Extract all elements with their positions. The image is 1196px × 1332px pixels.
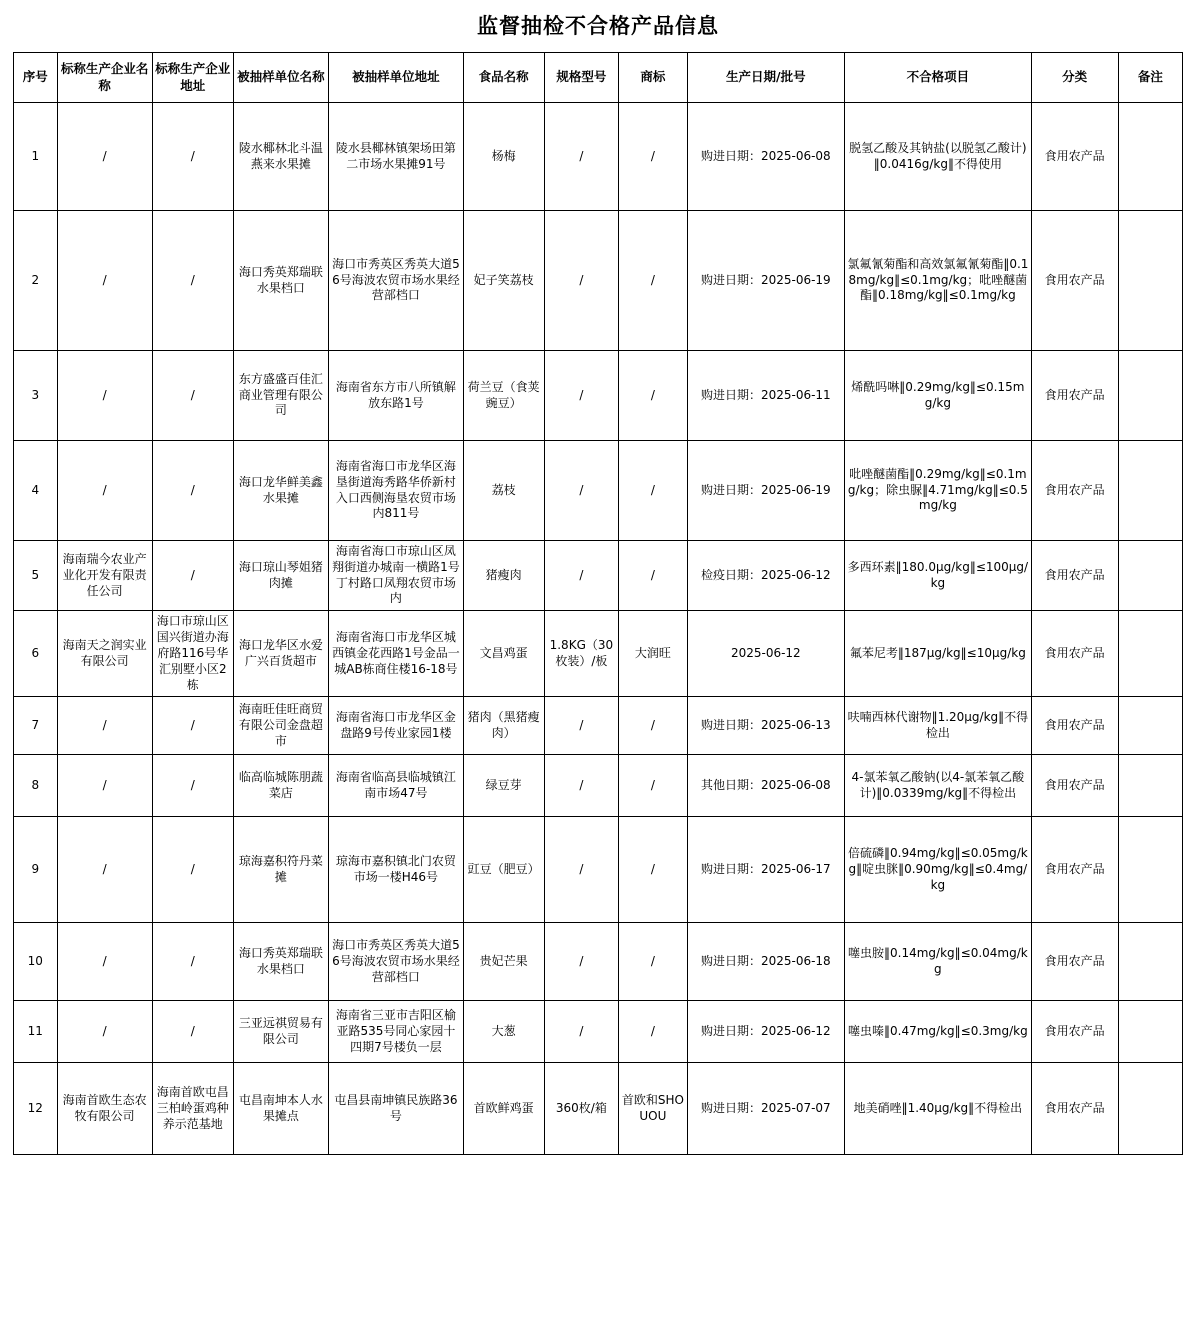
cell-food-name: 猪肉（黑猪瘦肉） <box>463 697 544 755</box>
cell-category: 食用农产品 <box>1031 697 1118 755</box>
cell-brand: / <box>619 351 687 441</box>
column-header-sampled-unit-name: 被抽样单位名称 <box>233 53 328 103</box>
cell-producer-name: / <box>57 755 152 817</box>
cell-failed-item: 吡唑醚菌酯‖0.29mg/kg‖≤0.1mg/kg；除虫脲‖4.71mg/kg‖≤0.5mg/kg <box>845 441 1032 541</box>
cell-index: 8 <box>14 755 58 817</box>
cell-production-date: 购进日期：2025-06-12 <box>687 1001 845 1063</box>
cell-remark <box>1118 1063 1182 1155</box>
cell-producer-name: 海南瑞今农业产业化开发有限责任公司 <box>57 541 152 611</box>
cell-spec: / <box>544 211 619 351</box>
cell-producer-name: / <box>57 211 152 351</box>
column-header-brand: 商标 <box>619 53 687 103</box>
cell-category: 食用农产品 <box>1031 541 1118 611</box>
column-header-spec: 规格型号 <box>544 53 619 103</box>
cell-index: 11 <box>14 1001 58 1063</box>
cell-sampled-unit-name: 琼海嘉积符丹菜摊 <box>233 817 328 923</box>
cell-failed-item: 脱氢乙酸及其钠盐(以脱氢乙酸计)‖0.0416g/kg‖不得使用 <box>845 103 1032 211</box>
cell-producer-address: / <box>152 1001 233 1063</box>
cell-producer-name: / <box>57 817 152 923</box>
cell-sampled-unit-name: 海南旺佳旺商贸有限公司金盘超市 <box>233 697 328 755</box>
cell-producer-address: / <box>152 211 233 351</box>
column-header-category: 分类 <box>1031 53 1118 103</box>
cell-production-date: 购进日期：2025-06-17 <box>687 817 845 923</box>
cell-sampled-unit-address: 琼海市嘉积镇北门农贸市场一楼H46号 <box>329 817 464 923</box>
cell-production-date: 购进日期：2025-06-13 <box>687 697 845 755</box>
cell-sampled-unit-name: 东方盛盛百佳汇商业管理有限公司 <box>233 351 328 441</box>
cell-index: 9 <box>14 817 58 923</box>
cell-sampled-unit-name: 海口秀英郑瑞联水果档口 <box>233 211 328 351</box>
cell-failed-item: 烯酰吗啉‖0.29mg/kg‖≤0.15mg/kg <box>845 351 1032 441</box>
cell-category: 食用农产品 <box>1031 817 1118 923</box>
cell-remark <box>1118 755 1182 817</box>
cell-failed-item: 氯氟氰菊酯和高效氯氟氰菊酯‖0.18mg/kg‖≤0.1mg/kg；吡唑醚菌酯‖0.18mg/kg‖≤0.1mg/kg <box>845 211 1032 351</box>
column-header-failed-item: 不合格项目 <box>845 53 1032 103</box>
cell-food-name: 贵妃芒果 <box>463 923 544 1001</box>
table-row <box>14 611 1183 697</box>
cell-category: 食用农产品 <box>1031 211 1118 351</box>
cell-sampled-unit-name: 海口秀英郑瑞联水果档口 <box>233 923 328 1001</box>
table-row <box>14 697 1183 755</box>
cell-sampled-unit-address: 屯昌县南坤镇民族路36号 <box>329 1063 464 1155</box>
column-header-producer-name: 标称生产企业名称 <box>57 53 152 103</box>
cell-production-date: 其他日期：2025-06-08 <box>687 755 845 817</box>
cell-producer-address: / <box>152 103 233 211</box>
cell-sampled-unit-address: 海南省海口市龙华区海垦街道海秀路华侨新村入口西侧海垦农贸市场内811号 <box>329 441 464 541</box>
cell-category: 食用农产品 <box>1031 351 1118 441</box>
cell-producer-address: 海南首欧屯昌三柏岭蛋鸡种养示范基地 <box>152 1063 233 1155</box>
cell-producer-address: / <box>152 351 233 441</box>
cell-index: 12 <box>14 1063 58 1155</box>
cell-sampled-unit-name: 临高临城陈朋蔬菜店 <box>233 755 328 817</box>
cell-remark <box>1118 611 1182 697</box>
cell-producer-address: / <box>152 755 233 817</box>
column-header-production-date: 生产日期/批号 <box>687 53 845 103</box>
cell-index: 7 <box>14 697 58 755</box>
cell-food-name: 绿豆芽 <box>463 755 544 817</box>
cell-brand: / <box>619 541 687 611</box>
table-row <box>14 211 1183 351</box>
cell-producer-address: / <box>152 697 233 755</box>
cell-category: 食用农产品 <box>1031 1063 1118 1155</box>
cell-food-name: 杨梅 <box>463 103 544 211</box>
cell-index: 1 <box>14 103 58 211</box>
cell-spec: / <box>544 817 619 923</box>
table-header-row <box>14 53 1183 103</box>
cell-sampled-unit-address: 海南省临高县临城镇江南市场47号 <box>329 755 464 817</box>
cell-brand: / <box>619 697 687 755</box>
cell-spec: / <box>544 541 619 611</box>
cell-remark <box>1118 541 1182 611</box>
cell-remark <box>1118 211 1182 351</box>
cell-brand: 大润旺 <box>619 611 687 697</box>
cell-index: 6 <box>14 611 58 697</box>
cell-production-date: 检疫日期：2025-06-12 <box>687 541 845 611</box>
cell-index: 10 <box>14 923 58 1001</box>
cell-brand: / <box>619 103 687 211</box>
cell-food-name: 荷兰豆（食荚豌豆） <box>463 351 544 441</box>
cell-food-name: 大葱 <box>463 1001 544 1063</box>
cell-category: 食用农产品 <box>1031 923 1118 1001</box>
cell-brand: / <box>619 923 687 1001</box>
inspection-results-table <box>13 52 1183 1155</box>
cell-producer-name: 海南天之润实业有限公司 <box>57 611 152 697</box>
cell-sampled-unit-address: 海口市秀英区秀英大道56号海波农贸市场水果经营部档口 <box>329 211 464 351</box>
cell-remark <box>1118 1001 1182 1063</box>
cell-producer-address: / <box>152 817 233 923</box>
cell-spec: 360枚/箱 <box>544 1063 619 1155</box>
cell-spec: / <box>544 351 619 441</box>
cell-sampled-unit-address: 陵水县椰林镇架场田第二市场水果摊91号 <box>329 103 464 211</box>
cell-index: 5 <box>14 541 58 611</box>
table-row <box>14 103 1183 211</box>
table-row <box>14 817 1183 923</box>
cell-food-name: 文昌鸡蛋 <box>463 611 544 697</box>
cell-food-name: 荔枝 <box>463 441 544 541</box>
table-row <box>14 1001 1183 1063</box>
cell-failed-item: 4-氯苯氧乙酸钠(以4-氯苯氧乙酸计)‖0.0339mg/kg‖不得检出 <box>845 755 1032 817</box>
cell-category: 食用农产品 <box>1031 611 1118 697</box>
cell-producer-name: / <box>57 1001 152 1063</box>
cell-category: 食用农产品 <box>1031 1001 1118 1063</box>
cell-food-name: 妃子笑荔枝 <box>463 211 544 351</box>
table-row <box>14 923 1183 1001</box>
cell-producer-name: / <box>57 441 152 541</box>
cell-failed-item: 倍硫磷‖0.94mg/kg‖≤0.05mg/kg‖啶虫脒‖0.90mg/kg‖≤0.4mg/kg <box>845 817 1032 923</box>
table-row <box>14 441 1183 541</box>
cell-brand: / <box>619 441 687 541</box>
cell-sampled-unit-address: 海南省三亚市吉阳区榆亚路535号同心家园十四期7号楼负一层 <box>329 1001 464 1063</box>
cell-production-date: 2025-06-12 <box>687 611 845 697</box>
cell-brand: / <box>619 817 687 923</box>
cell-food-name: 豇豆（肥豆） <box>463 817 544 923</box>
cell-index: 3 <box>14 351 58 441</box>
cell-producer-address: / <box>152 923 233 1001</box>
cell-producer-address: / <box>152 541 233 611</box>
cell-remark <box>1118 441 1182 541</box>
cell-producer-name: / <box>57 923 152 1001</box>
cell-food-name: 首欧鲜鸡蛋 <box>463 1063 544 1155</box>
cell-producer-name: / <box>57 697 152 755</box>
cell-failed-item: 噻虫嗪‖0.47mg/kg‖≤0.3mg/kg <box>845 1001 1032 1063</box>
cell-brand: / <box>619 755 687 817</box>
cell-sampled-unit-name: 海口龙华区水爱广兴百货超市 <box>233 611 328 697</box>
cell-brand: 首欧和SHOUOU <box>619 1063 687 1155</box>
cell-sampled-unit-name: 海口龙华鲜美鑫水果摊 <box>233 441 328 541</box>
cell-category: 食用农产品 <box>1031 103 1118 211</box>
cell-sampled-unit-address: 海南省东方市八所镇解放东路1号 <box>329 351 464 441</box>
cell-failed-item: 噻虫胺‖0.14mg/kg‖≤0.04mg/kg <box>845 923 1032 1001</box>
cell-remark <box>1118 103 1182 211</box>
table-row <box>14 541 1183 611</box>
cell-sampled-unit-address: 海南省海口市龙华区金盘路9号传业家园1楼 <box>329 697 464 755</box>
cell-sampled-unit-name: 屯昌南坤本人水果摊点 <box>233 1063 328 1155</box>
cell-spec: / <box>544 1001 619 1063</box>
cell-production-date: 购进日期：2025-06-18 <box>687 923 845 1001</box>
table-body <box>14 103 1183 1155</box>
table-row <box>14 755 1183 817</box>
column-header-index: 序号 <box>14 53 58 103</box>
cell-index: 4 <box>14 441 58 541</box>
cell-production-date: 购进日期：2025-06-19 <box>687 441 845 541</box>
cell-sampled-unit-name: 三亚远祺贸易有限公司 <box>233 1001 328 1063</box>
column-header-producer-address: 标称生产企业地址 <box>152 53 233 103</box>
cell-category: 食用农产品 <box>1031 755 1118 817</box>
cell-spec: / <box>544 923 619 1001</box>
cell-sampled-unit-name: 陵水椰林北斗温燕来水果摊 <box>233 103 328 211</box>
cell-remark <box>1118 351 1182 441</box>
cell-sampled-unit-name: 海口琼山琴姐猪肉摊 <box>233 541 328 611</box>
cell-producer-name: / <box>57 103 152 211</box>
cell-production-date: 购进日期：2025-06-08 <box>687 103 845 211</box>
cell-brand: / <box>619 211 687 351</box>
cell-index: 2 <box>14 211 58 351</box>
cell-spec: / <box>544 697 619 755</box>
cell-failed-item: 地美硝唑‖1.40μg/kg‖不得检出 <box>845 1063 1032 1155</box>
column-header-food-name: 食品名称 <box>463 53 544 103</box>
page-title: 监督抽检不合格产品信息 <box>477 14 719 38</box>
cell-remark <box>1118 817 1182 923</box>
table-row <box>14 1063 1183 1155</box>
cell-producer-name: / <box>57 351 152 441</box>
cell-category: 食用农产品 <box>1031 441 1118 541</box>
table-row <box>14 351 1183 441</box>
cell-spec: / <box>544 755 619 817</box>
cell-production-date: 购进日期：2025-06-11 <box>687 351 845 441</box>
cell-food-name: 猪瘦肉 <box>463 541 544 611</box>
cell-failed-item: 呋喃西林代谢物‖1.20μg/kg‖不得检出 <box>845 697 1032 755</box>
cell-producer-address: / <box>152 441 233 541</box>
column-header-remark: 备注 <box>1118 53 1182 103</box>
cell-brand: / <box>619 1001 687 1063</box>
cell-spec: / <box>544 103 619 211</box>
cell-spec: 1.8KG（30枚装）/板 <box>544 611 619 697</box>
column-header-sampled-unit-address: 被抽样单位地址 <box>329 53 464 103</box>
cell-producer-address: 海口市琼山区国兴街道办海府路116号华汇别墅小区2栋 <box>152 611 233 697</box>
cell-failed-item: 氟苯尼考‖187μg/kg‖≤10μg/kg <box>845 611 1032 697</box>
cell-remark <box>1118 923 1182 1001</box>
cell-producer-name: 海南首欧生态农牧有限公司 <box>57 1063 152 1155</box>
cell-production-date: 购进日期：2025-06-19 <box>687 211 845 351</box>
cell-sampled-unit-address: 海南省海口市龙华区城西镇金花西路1号金品一城AB栋商住楼16-18号 <box>329 611 464 697</box>
cell-failed-item: 多西环素‖180.0μg/kg‖≤100μg/kg <box>845 541 1032 611</box>
cell-remark <box>1118 697 1182 755</box>
cell-spec: / <box>544 441 619 541</box>
cell-sampled-unit-address: 海南省海口市琼山区凤翔街道办城南一横路1号丁村路口凤翔农贸市场内 <box>329 541 464 611</box>
cell-production-date: 购进日期：2025-07-07 <box>687 1063 845 1155</box>
cell-sampled-unit-address: 海口市秀英区秀英大道56号海波农贸市场水果经营部档口 <box>329 923 464 1001</box>
